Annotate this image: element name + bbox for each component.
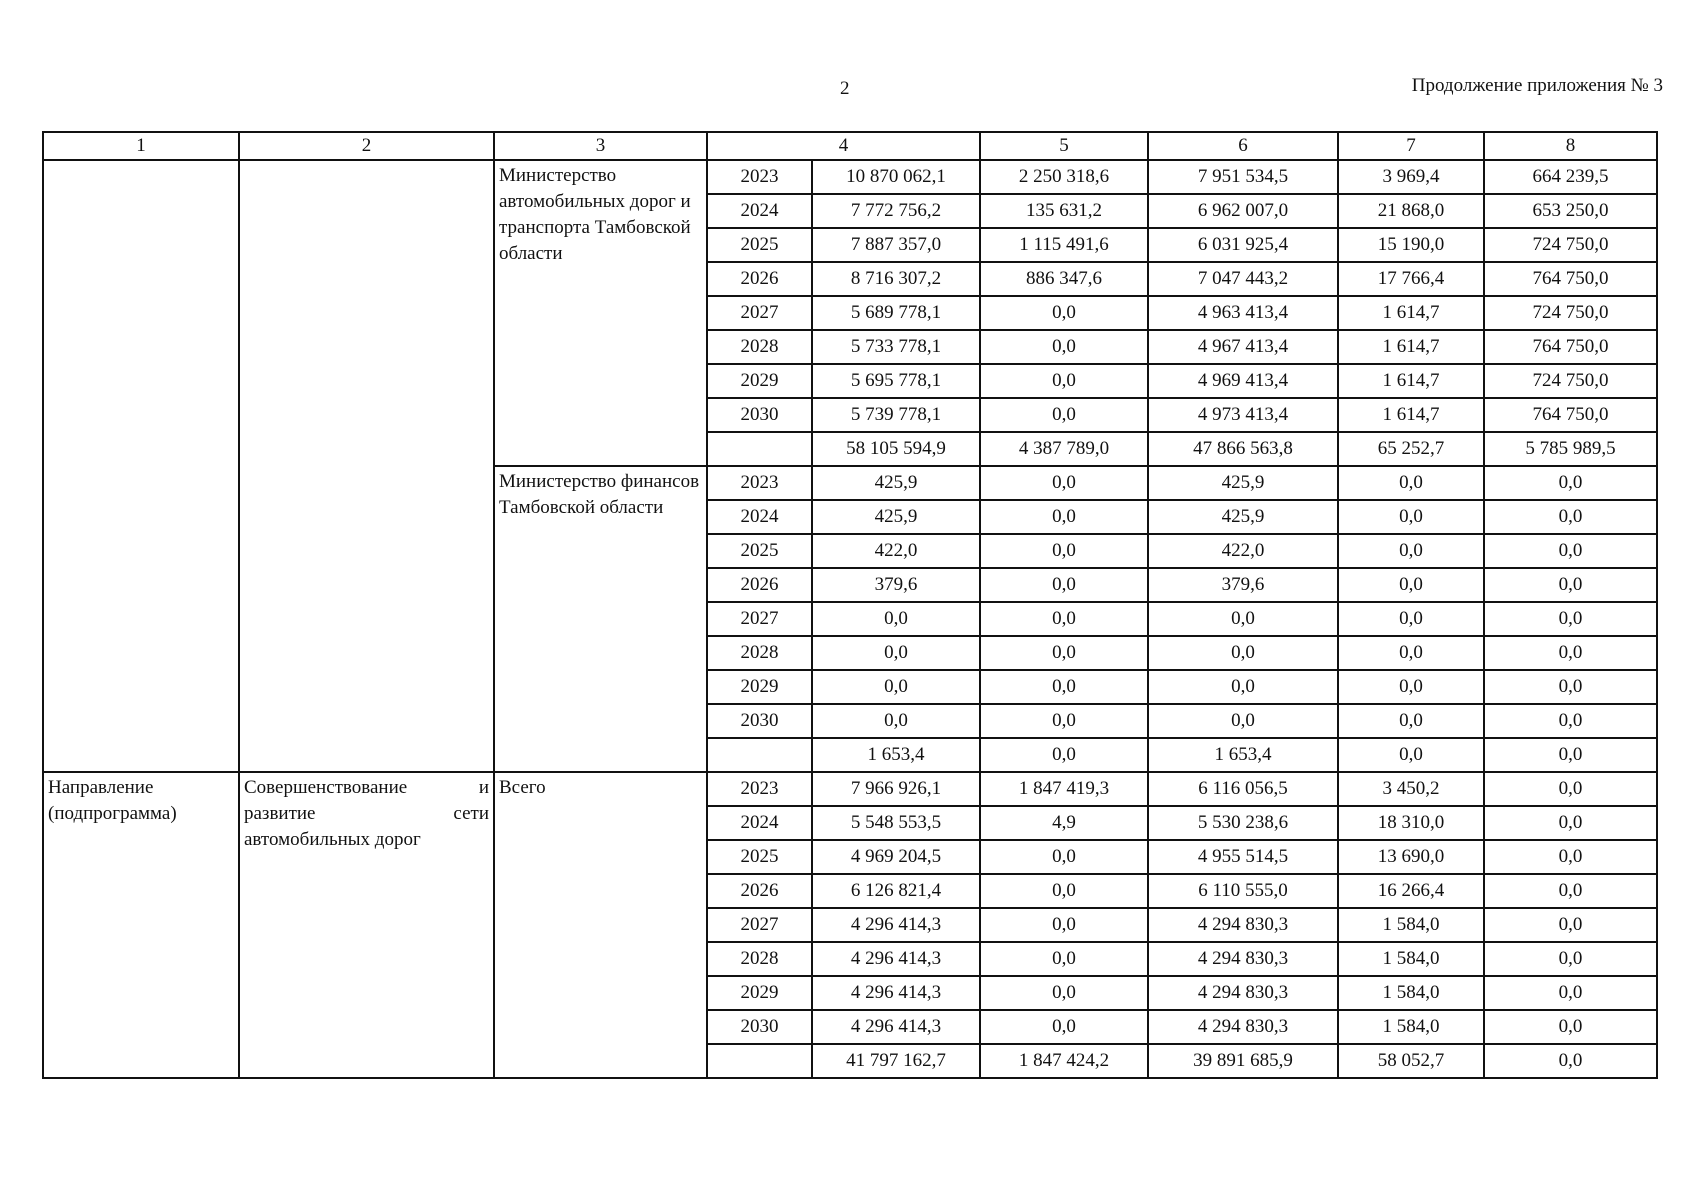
value-cell-c8: 724 750,0 — [1484, 296, 1657, 330]
year-cell: 2023 — [707, 160, 812, 194]
program-name-cell — [239, 772, 494, 1078]
value-cell-c6: 4 294 830,3 — [1148, 976, 1338, 1010]
executor-cell: Министерство финансов Тамбовской области — [494, 466, 707, 772]
column-number-header-row — [43, 132, 1657, 160]
value-cell-c4: 58 105 594,9 — [812, 432, 980, 466]
appendix-continuation-label: Продолжение приложения № 3 — [1411, 75, 1663, 96]
value-cell-c8: 0,0 — [1484, 1010, 1657, 1044]
value-cell-c4: 6 126 821,4 — [812, 874, 980, 908]
value-cell-c6: 4 294 830,3 — [1148, 942, 1338, 976]
value-cell-c8: 0,0 — [1484, 908, 1657, 942]
value-cell-c4: 10 870 062,1 — [812, 160, 980, 194]
value-cell-c6: 39 891 685,9 — [1148, 1044, 1338, 1078]
value-cell-c7: 1 614,7 — [1338, 364, 1484, 398]
column-header-5: 5 — [980, 132, 1148, 160]
year-cell: 2030 — [707, 704, 812, 738]
value-cell-c7: 3 969,4 — [1338, 160, 1484, 194]
value-cell-c5: 0,0 — [980, 704, 1148, 738]
value-cell-c8: 724 750,0 — [1484, 364, 1657, 398]
value-cell-c5: 1 847 419,3 — [980, 772, 1148, 806]
value-cell-c6: 0,0 — [1148, 636, 1338, 670]
value-cell-c5: 0,0 — [980, 908, 1148, 942]
year-cell: 2029 — [707, 364, 812, 398]
year-cell: 2027 — [707, 908, 812, 942]
value-cell-c7: 0,0 — [1338, 738, 1484, 772]
value-cell-c7: 58 052,7 — [1338, 1044, 1484, 1078]
value-cell-c4: 8 716 307,2 — [812, 262, 980, 296]
budget-table-body — [43, 160, 1657, 1078]
value-cell-c5: 0,0 — [980, 1010, 1148, 1044]
direction-cell: Направление (подпрограмма) — [43, 772, 239, 1078]
year-cell: 2030 — [707, 1010, 812, 1044]
value-cell-c6: 425,9 — [1148, 466, 1338, 500]
value-cell-c6: 4 967 413,4 — [1148, 330, 1338, 364]
value-cell-c4: 379,6 — [812, 568, 980, 602]
value-cell-c7: 15 190,0 — [1338, 228, 1484, 262]
value-cell-c7: 16 266,4 — [1338, 874, 1484, 908]
year-cell: 2023 — [707, 466, 812, 500]
year-cell: 2024 — [707, 194, 812, 228]
year-cell: 2026 — [707, 874, 812, 908]
value-cell-c4: 4 296 414,3 — [812, 976, 980, 1010]
year-cell: 2030 — [707, 398, 812, 432]
year-cell: 2028 — [707, 636, 812, 670]
column-header-7: 7 — [1338, 132, 1484, 160]
value-cell-c4: 0,0 — [812, 636, 980, 670]
value-cell-c5: 0,0 — [980, 874, 1148, 908]
value-cell-c5: 0,0 — [980, 398, 1148, 432]
value-cell-c5: 4,9 — [980, 806, 1148, 840]
value-cell-c7: 0,0 — [1338, 670, 1484, 704]
value-cell-c7: 65 252,7 — [1338, 432, 1484, 466]
value-cell-c7: 0,0 — [1338, 534, 1484, 568]
value-cell-c4: 422,0 — [812, 534, 980, 568]
value-cell-c6: 0,0 — [1148, 670, 1338, 704]
value-cell-c8: 0,0 — [1484, 976, 1657, 1010]
value-cell-c6: 5 530 238,6 — [1148, 806, 1338, 840]
program-name-word: Совершенствование — [244, 777, 408, 798]
value-cell-c4: 41 797 162,7 — [812, 1044, 980, 1078]
value-cell-c5: 4 387 789,0 — [980, 432, 1148, 466]
year-cell: 2024 — [707, 500, 812, 534]
value-cell-c7: 1 584,0 — [1338, 942, 1484, 976]
year-cell: 2027 — [707, 602, 812, 636]
value-cell-c7: 17 766,4 — [1338, 262, 1484, 296]
program-name-word: развитие — [244, 803, 316, 824]
value-cell-c4: 425,9 — [812, 466, 980, 500]
value-cell-c7: 1 584,0 — [1338, 1010, 1484, 1044]
value-cell-c8: 5 785 989,5 — [1484, 432, 1657, 466]
value-cell-c5: 0,0 — [980, 568, 1148, 602]
year-cell: 2029 — [707, 976, 812, 1010]
value-cell-c5: 0,0 — [980, 500, 1148, 534]
value-cell-c6: 422,0 — [1148, 534, 1338, 568]
value-cell-c6: 379,6 — [1148, 568, 1338, 602]
value-cell-c4: 7 887 357,0 — [812, 228, 980, 262]
value-cell-c6: 425,9 — [1148, 500, 1338, 534]
executor-cell: Министерство автомобильных дорог и транспорта Тамбовской области — [494, 160, 707, 466]
value-cell-c6: 4 969 413,4 — [1148, 364, 1338, 398]
value-cell-c4: 0,0 — [812, 704, 980, 738]
value-cell-c8: 0,0 — [1484, 636, 1657, 670]
value-cell-c5: 0,0 — [980, 636, 1148, 670]
value-cell-c8: 764 750,0 — [1484, 330, 1657, 364]
value-cell-c8: 0,0 — [1484, 534, 1657, 568]
value-cell-c5: 0,0 — [980, 466, 1148, 500]
executor-cell: Всего — [494, 772, 707, 1078]
year-cell: 2025 — [707, 840, 812, 874]
program-name-cell-empty — [239, 160, 494, 772]
value-cell-c5: 0,0 — [980, 942, 1148, 976]
value-cell-c6: 4 963 413,4 — [1148, 296, 1338, 330]
value-cell-c7: 1 584,0 — [1338, 908, 1484, 942]
value-cell-c6: 1 653,4 — [1148, 738, 1338, 772]
page-number: 2 — [840, 78, 850, 99]
budget-table — [42, 131, 1658, 1079]
value-cell-c7: 0,0 — [1338, 568, 1484, 602]
value-cell-c8: 0,0 — [1484, 704, 1657, 738]
year-cell: 2027 — [707, 296, 812, 330]
value-cell-c8: 0,0 — [1484, 1044, 1657, 1078]
value-cell-c4: 0,0 — [812, 670, 980, 704]
value-cell-c6: 4 294 830,3 — [1148, 1010, 1338, 1044]
year-cell: 2025 — [707, 534, 812, 568]
value-cell-c8: 0,0 — [1484, 670, 1657, 704]
value-cell-c8: 0,0 — [1484, 874, 1657, 908]
program-name-line — [244, 775, 489, 801]
value-cell-c5: 0,0 — [980, 602, 1148, 636]
value-cell-c7: 0,0 — [1338, 636, 1484, 670]
column-header-6: 6 — [1148, 132, 1338, 160]
value-cell-c8: 0,0 — [1484, 568, 1657, 602]
value-cell-c5: 2 250 318,6 — [980, 160, 1148, 194]
value-cell-c8: 724 750,0 — [1484, 228, 1657, 262]
value-cell-c4: 5 733 778,1 — [812, 330, 980, 364]
value-cell-c5: 0,0 — [980, 840, 1148, 874]
value-cell-c6: 7 047 443,2 — [1148, 262, 1338, 296]
value-cell-c4: 7 772 756,2 — [812, 194, 980, 228]
value-cell-c8: 0,0 — [1484, 500, 1657, 534]
value-cell-c7: 3 450,2 — [1338, 772, 1484, 806]
year-cell: 2028 — [707, 942, 812, 976]
value-cell-c5: 0,0 — [980, 976, 1148, 1010]
value-cell-c6: 7 951 534,5 — [1148, 160, 1338, 194]
value-cell-c5: 0,0 — [980, 330, 1148, 364]
value-cell-c8: 0,0 — [1484, 602, 1657, 636]
value-cell-c4: 5 548 553,5 — [812, 806, 980, 840]
value-cell-c8: 764 750,0 — [1484, 262, 1657, 296]
table-row — [43, 772, 1657, 806]
value-cell-c6: 4 955 514,5 — [1148, 840, 1338, 874]
value-cell-c8: 653 250,0 — [1484, 194, 1657, 228]
value-cell-c8: 0,0 — [1484, 772, 1657, 806]
value-cell-c8: 0,0 — [1484, 466, 1657, 500]
value-cell-c5: 0,0 — [980, 296, 1148, 330]
year-cell: 2025 — [707, 228, 812, 262]
value-cell-c4: 7 966 926,1 — [812, 772, 980, 806]
year-cell: 2029 — [707, 670, 812, 704]
value-cell-c8: 0,0 — [1484, 840, 1657, 874]
value-cell-c4: 1 653,4 — [812, 738, 980, 772]
value-cell-c6: 6 116 056,5 — [1148, 772, 1338, 806]
column-header-1: 1 — [43, 132, 239, 160]
column-header-3: 3 — [494, 132, 707, 160]
column-header-4: 4 — [707, 132, 980, 160]
value-cell-c4: 0,0 — [812, 602, 980, 636]
value-cell-c5: 0,0 — [980, 670, 1148, 704]
value-cell-c7: 0,0 — [1338, 466, 1484, 500]
total-year-cell — [707, 1044, 812, 1078]
value-cell-c6: 6 031 925,4 — [1148, 228, 1338, 262]
program-name-word: и — [478, 777, 489, 798]
value-cell-c7: 18 310,0 — [1338, 806, 1484, 840]
value-cell-c8: 0,0 — [1484, 942, 1657, 976]
value-cell-c6: 0,0 — [1148, 704, 1338, 738]
value-cell-c5: 886 347,6 — [980, 262, 1148, 296]
value-cell-c5: 0,0 — [980, 534, 1148, 568]
year-cell: 2026 — [707, 568, 812, 602]
program-name-line — [244, 827, 489, 853]
value-cell-c8: 664 239,5 — [1484, 160, 1657, 194]
value-cell-c7: 1 614,7 — [1338, 296, 1484, 330]
value-cell-c6: 0,0 — [1148, 602, 1338, 636]
value-cell-c5: 0,0 — [980, 364, 1148, 398]
value-cell-c7: 1 584,0 — [1338, 976, 1484, 1010]
program-name-word: сети — [453, 803, 489, 824]
total-year-cell — [707, 738, 812, 772]
value-cell-c6: 47 866 563,8 — [1148, 432, 1338, 466]
program-name-line — [244, 801, 489, 827]
direction-cell-empty — [43, 160, 239, 772]
value-cell-c4: 4 969 204,5 — [812, 840, 980, 874]
value-cell-c6: 6 962 007,0 — [1148, 194, 1338, 228]
budget-table-container — [42, 131, 1656, 1079]
value-cell-c7: 0,0 — [1338, 704, 1484, 738]
value-cell-c4: 4 296 414,3 — [812, 942, 980, 976]
value-cell-c6: 4 973 413,4 — [1148, 398, 1338, 432]
program-name-word: автомобильных дорог — [244, 829, 421, 850]
value-cell-c5: 1 847 424,2 — [980, 1044, 1148, 1078]
column-header-2: 2 — [239, 132, 494, 160]
value-cell-c6: 6 110 555,0 — [1148, 874, 1338, 908]
total-year-cell — [707, 432, 812, 466]
value-cell-c7: 1 614,7 — [1338, 330, 1484, 364]
value-cell-c5: 0,0 — [980, 738, 1148, 772]
value-cell-c4: 425,9 — [812, 500, 980, 534]
value-cell-c8: 0,0 — [1484, 738, 1657, 772]
year-cell: 2023 — [707, 772, 812, 806]
value-cell-c4: 5 739 778,1 — [812, 398, 980, 432]
value-cell-c5: 135 631,2 — [980, 194, 1148, 228]
value-cell-c4: 5 689 778,1 — [812, 296, 980, 330]
value-cell-c7: 13 690,0 — [1338, 840, 1484, 874]
value-cell-c7: 1 614,7 — [1338, 398, 1484, 432]
year-cell: 2026 — [707, 262, 812, 296]
value-cell-c7: 0,0 — [1338, 500, 1484, 534]
column-header-8: 8 — [1484, 132, 1657, 160]
value-cell-c5: 1 115 491,6 — [980, 228, 1148, 262]
value-cell-c4: 4 296 414,3 — [812, 908, 980, 942]
value-cell-c4: 5 695 778,1 — [812, 364, 980, 398]
year-cell: 2028 — [707, 330, 812, 364]
table-row — [43, 160, 1657, 194]
value-cell-c7: 21 868,0 — [1338, 194, 1484, 228]
value-cell-c6: 4 294 830,3 — [1148, 908, 1338, 942]
value-cell-c7: 0,0 — [1338, 602, 1484, 636]
year-cell: 2024 — [707, 806, 812, 840]
value-cell-c4: 4 296 414,3 — [812, 1010, 980, 1044]
value-cell-c8: 0,0 — [1484, 806, 1657, 840]
value-cell-c8: 764 750,0 — [1484, 398, 1657, 432]
